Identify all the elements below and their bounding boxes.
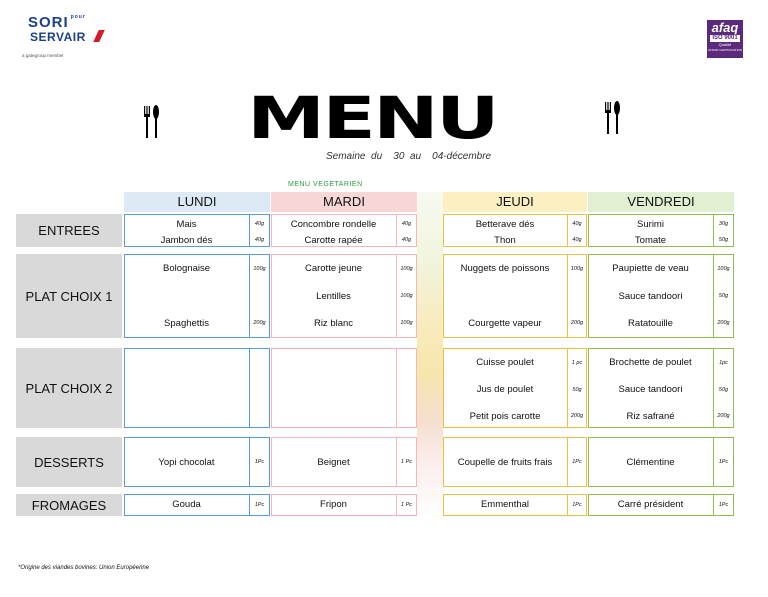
dish: Sauce tandoori <box>618 384 683 395</box>
day-header-mardi: MARDI <box>271 192 417 212</box>
dish-qty: 200g <box>570 320 584 326</box>
qty-divider <box>249 348 250 428</box>
dish-qty: 1Pc <box>718 459 729 465</box>
dish-qty: 40g <box>401 237 412 243</box>
dish: Petit pois carotte <box>469 411 541 422</box>
day-header-lundi: LUNDI <box>124 192 270 212</box>
dish-qty: 40g <box>254 221 265 227</box>
dish: Spaghettis <box>164 318 209 329</box>
dish: Coupelle de fruits frais <box>457 457 553 468</box>
origin-footnote: *Origine des viandes bovines: Union Européenne <box>18 565 150 571</box>
dish: Thon <box>494 235 516 246</box>
dish: Cuisse poulet <box>476 357 534 368</box>
dish: Lentilles <box>316 291 351 302</box>
qty-divider <box>396 348 397 428</box>
dish: Riz safrané <box>626 411 675 422</box>
dish-qty: 200g <box>570 413 584 419</box>
sori-servair-logo <box>22 14 112 64</box>
dish-qty: 30g <box>718 221 729 227</box>
dish: Jambon dés <box>160 235 213 246</box>
dish: Courgette vapeur <box>468 318 542 329</box>
dish-qty: 200g <box>717 413 730 419</box>
dish: Paupiette de veau <box>612 263 689 274</box>
dish-qty: 40g <box>401 221 412 227</box>
dish-qty: 100g <box>570 266 584 272</box>
dish: Emmenthal <box>480 499 530 510</box>
dish: Yopi chocolat <box>158 457 215 468</box>
afaq-cert: AFNOR CERTIFICATION <box>707 48 743 52</box>
dish: Nuggets de poissons <box>460 263 550 274</box>
dish: Beignet <box>317 457 350 468</box>
cutlery-icon <box>142 104 164 140</box>
dish-qty: 200g <box>717 320 730 326</box>
day-header-vendredi: VENDREDI <box>588 192 734 212</box>
dish-qty: 100g <box>400 266 413 272</box>
dish-qty: 50g <box>572 387 582 393</box>
day-header-jeudi: JEUDI <box>443 192 587 212</box>
dish: Ratatouille <box>628 318 673 329</box>
dish: Jus de poulet <box>476 384 534 395</box>
dish-qty: 200g <box>253 320 266 326</box>
dish-qty: 40g <box>572 237 582 243</box>
dish-qty: 100g <box>400 320 413 326</box>
dish-qty: 40g <box>254 237 265 243</box>
dish-qty: 50g <box>718 237 729 243</box>
dish-qty: 100g <box>717 266 730 272</box>
logo-swoosh-icon <box>93 30 105 42</box>
dish: Betterave dés <box>475 219 535 230</box>
dish-qty: 50g <box>718 293 729 299</box>
dish-qty: 1Pc <box>254 502 265 508</box>
dish: Sauce tandoori <box>618 291 683 302</box>
dish: Fripon <box>320 499 347 510</box>
dish: Bolognaise <box>162 263 210 274</box>
dish: Carotte jeune <box>304 263 363 274</box>
dish: Concombre rondelle <box>290 219 377 230</box>
dish-qty: 1Pc <box>718 502 729 508</box>
dish: Surimi <box>637 219 664 230</box>
row-label-entrees: ENTREES <box>16 214 122 247</box>
dish: Gouda <box>172 499 201 510</box>
dish-qty: 1 pc <box>571 360 583 366</box>
afaq-iso: ISO 9001 <box>710 35 740 42</box>
page-title: MENU <box>247 84 497 152</box>
dish-qty: 1Pc <box>572 459 582 465</box>
afaq-name: afaq <box>711 20 739 35</box>
dish: Mais <box>176 219 197 230</box>
dish-qty: 1pc <box>719 360 728 366</box>
logo-servair-text: SERVAIR <box>30 30 86 44</box>
dish: Carré président <box>617 499 684 510</box>
vegetable-decoration <box>417 192 443 517</box>
dish: Carotte rapée <box>304 235 363 246</box>
row-label-plat-choix-1: PLAT CHOIX 1 <box>16 254 122 338</box>
row-label-plat-choix-2: PLAT CHOIX 2 <box>16 348 122 428</box>
dish-qty: 50g <box>718 387 729 393</box>
dish: Riz blanc <box>313 318 354 329</box>
logo-sori-text: SORI <box>28 14 69 31</box>
dish-qty: 1 Pc <box>400 502 412 508</box>
dish: Tomate <box>634 235 667 246</box>
logo-tagline: a gategroup member <box>22 53 64 58</box>
vegetarian-note: MENU VEGETARIEN <box>288 181 363 188</box>
dish-qty: 100g <box>253 266 266 272</box>
week-range: Semaine du 30 au 04-décembre <box>326 151 492 162</box>
logo-pour-text: pour <box>70 14 86 20</box>
dish-qty: 1Pc <box>572 502 582 508</box>
afaq-quality: Qualité <box>718 42 732 47</box>
row-label-fromages: FROMAGES <box>16 494 122 516</box>
dish: Brochette de poulet <box>609 357 692 368</box>
afaq-iso-logo <box>707 20 743 58</box>
cutlery-icon <box>603 100 625 136</box>
row-label-desserts: DESSERTS <box>16 437 122 487</box>
dish-qty: 1 Pc <box>400 459 412 465</box>
dish-qty: 100g <box>400 293 413 299</box>
dish-qty: 1Pc <box>254 459 265 465</box>
dish-qty: 40g <box>572 221 582 227</box>
dish: Clémentine <box>626 457 675 468</box>
